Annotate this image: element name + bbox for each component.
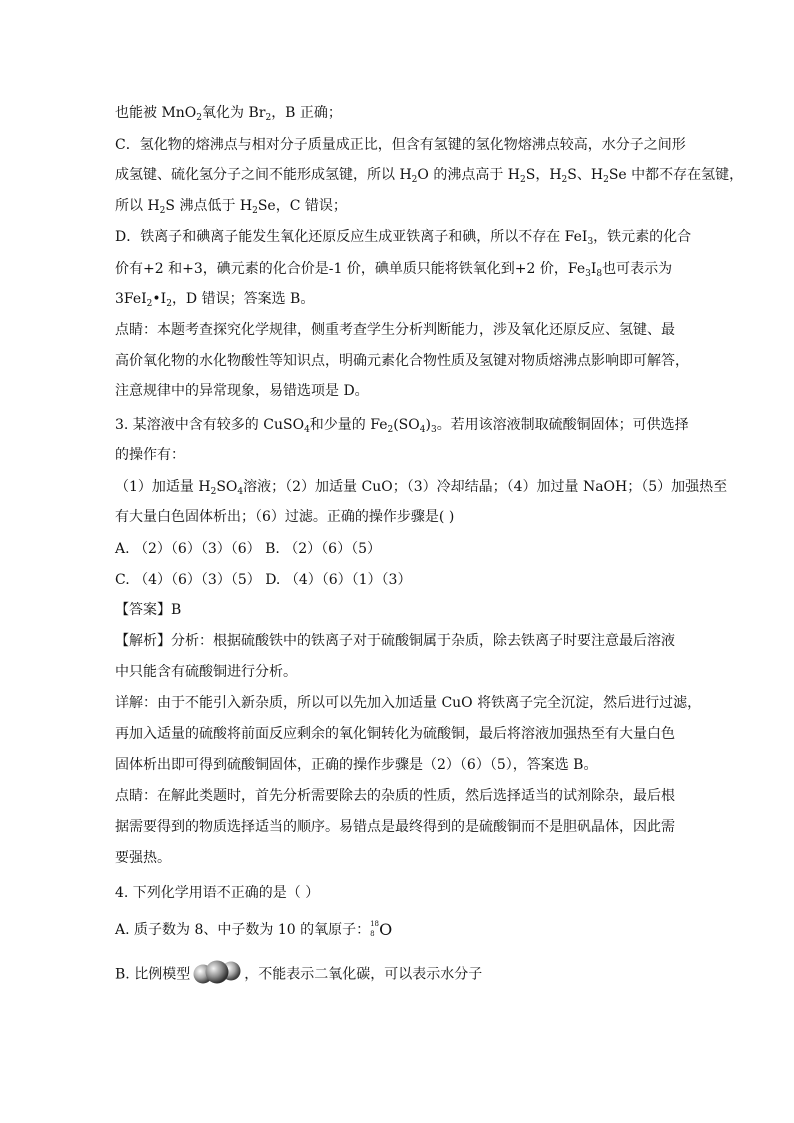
text-run: D．铁离子和碘离子能发生氧化还原反应生成亚铁离子和碘，所以不存在 FeI bbox=[115, 229, 588, 245]
space-filling-model-icon bbox=[192, 959, 242, 990]
text-run: 成氢键、硫化氢分子之间不能形成氢键，所以 H bbox=[115, 167, 412, 183]
text-line bbox=[115, 290, 314, 308]
text-run: 也能被 MnO bbox=[115, 105, 197, 121]
text-run: （1）加适量 H bbox=[115, 479, 211, 495]
text-run: ，B 正确； bbox=[271, 105, 342, 121]
subscript: 2 bbox=[265, 113, 272, 123]
text-run: Se 中都不存在氢键， bbox=[608, 167, 744, 183]
subscript: 4 bbox=[304, 425, 310, 435]
text-run: 3FeI bbox=[115, 291, 147, 307]
text-line bbox=[115, 725, 675, 743]
subscript: 2 bbox=[252, 206, 258, 216]
text-run: 和少量的 Fe bbox=[309, 417, 388, 433]
subscript: 2 bbox=[210, 487, 217, 497]
atomic-number: 8 bbox=[370, 930, 375, 938]
text-run: (SO bbox=[393, 417, 420, 433]
text-line bbox=[115, 849, 171, 867]
text-line bbox=[115, 756, 597, 774]
text-line bbox=[115, 416, 689, 434]
text-line bbox=[115, 446, 185, 464]
text-run: 有大量白色固体析出；（6）过滤。正确的操作步骤是( ) bbox=[115, 509, 455, 525]
text-run: 固体析出即可得到硫酸铜固体，正确的操作步骤是（2）（6）（5），答案选 B。 bbox=[115, 757, 598, 773]
text-run: Se，C 错误； bbox=[257, 198, 347, 214]
text-run: B. 比例模型 bbox=[115, 966, 191, 983]
text-line bbox=[115, 632, 675, 650]
text-line bbox=[115, 818, 675, 836]
text-run: S，H bbox=[525, 167, 562, 183]
text-run: ) bbox=[425, 417, 431, 433]
text-run: A. （2）（6）（3）（6） B. （2）（6）（5） bbox=[115, 541, 381, 557]
text-run: 再加入适量的硫酸将前面反应剩余的氧化铜转化为硫酸铜，最后将溶液加强热至有大量白色 bbox=[115, 726, 675, 742]
text-run: 氧化为 Br bbox=[202, 105, 266, 121]
subscript: 2 bbox=[387, 425, 394, 435]
text-run: 4. 下列化学用语不正确的是（ ） bbox=[115, 885, 320, 901]
text-run: •I bbox=[152, 291, 167, 307]
text-run: 溶液；（2）加适量 CuO；（3）冷却结晶；（4）加过量 NaOH；（5）加强热至 bbox=[243, 479, 728, 495]
text-run: 点睛：在解此类题时，首先分析需要除去的杂质的性质，然后选择适当的试剂除杂，最后根 bbox=[115, 788, 675, 804]
text-run: A. 质子数为 8、中子数为 10 的氧原子： bbox=[115, 922, 371, 938]
text-run: ，不能表示二氧化碳，可以表示水分子 bbox=[244, 966, 483, 983]
text-run: I bbox=[590, 261, 597, 277]
text-run: 也可表示为 bbox=[602, 261, 673, 277]
text-run: ，D 错误；答案选 B。 bbox=[171, 291, 315, 307]
text-line bbox=[115, 663, 297, 681]
text-line bbox=[115, 694, 701, 712]
text-run: 。若用该溶液制取硫酸铜固体；可供选择 bbox=[436, 417, 689, 433]
text-run: S 沸点低于 H bbox=[165, 198, 253, 214]
text-run: O 的沸点高于 H bbox=[417, 167, 520, 183]
text-line bbox=[115, 260, 672, 278]
text-line bbox=[115, 884, 319, 902]
text-line bbox=[115, 601, 181, 619]
text-run: S、H bbox=[567, 167, 604, 183]
text-run: 3. 某溶液中含有较多的 CuSO bbox=[115, 417, 305, 433]
text-line bbox=[115, 959, 483, 983]
text-line bbox=[115, 197, 347, 215]
text-run: ，铁元素的化合 bbox=[593, 229, 692, 245]
text-run: 据需要得到的物质选择适当的顺序。易错点是最终得到的是硫酸铜而不是胆矾晶体，因此需 bbox=[115, 819, 675, 835]
text-line bbox=[115, 352, 689, 370]
subscript: 2 bbox=[166, 299, 172, 309]
text-line bbox=[115, 382, 369, 400]
subscript: 2 bbox=[196, 113, 203, 123]
subscript: 2 bbox=[561, 175, 568, 185]
subscript: 2 bbox=[603, 175, 609, 185]
subscript: 2 bbox=[520, 175, 526, 185]
subscript: 8 bbox=[596, 269, 603, 279]
subscript: 2 bbox=[146, 299, 153, 309]
text-line bbox=[115, 136, 686, 154]
text-run: 要强热。 bbox=[115, 850, 171, 866]
text-line bbox=[115, 921, 400, 939]
text-line bbox=[115, 478, 727, 496]
text-run: SO bbox=[216, 479, 238, 495]
subscript: 2 bbox=[159, 206, 166, 216]
text-run: 的操作有： bbox=[115, 447, 185, 463]
isotope-notation bbox=[370, 921, 400, 939]
text-run: 注意规律中的异常现象，易错选项是 D。 bbox=[115, 383, 369, 399]
text-run: C．氢化物的熔沸点与相对分子质量成正比，但含有氢键的氢化物熔沸点较高，水分子之间形 bbox=[115, 137, 686, 153]
subscript: 2 bbox=[411, 175, 418, 185]
text-run: C. （4）（6）（3）（5） D. （4）（6）（1）（3） bbox=[115, 572, 412, 588]
text-line bbox=[115, 104, 342, 122]
text-line bbox=[115, 321, 675, 339]
text-run: 中只能含有硫酸铜进行分析。 bbox=[115, 664, 297, 680]
subscript: 4 bbox=[419, 425, 426, 435]
text-line bbox=[115, 540, 381, 558]
text-run: 高价氧化物的水化物酸性等知识点，明确元素化合物性质及氢键对物质熔沸点影响即可解答， bbox=[115, 353, 689, 369]
text-line bbox=[115, 571, 411, 589]
element-symbol: O bbox=[379, 920, 393, 939]
text-line bbox=[115, 508, 454, 526]
subscript: 4 bbox=[237, 487, 244, 497]
text-line bbox=[115, 228, 691, 246]
text-line bbox=[115, 166, 743, 184]
text-run: 【答案】B bbox=[115, 602, 182, 618]
subscript: 3 bbox=[587, 237, 594, 247]
mass-number: 18 bbox=[370, 920, 380, 928]
text-run: 【解析】分析：根据硫酸铁中的铁离子对于硫酸铜属于杂质，除去铁离子时要注意最后溶液 bbox=[115, 633, 675, 649]
text-run: 点睛：本题考查探究化学规律，侧重考查学生分析判断能力，涉及氧化还原反应、氢键、最 bbox=[115, 322, 675, 338]
subscript: 3 bbox=[430, 425, 437, 435]
subscript: 3 bbox=[585, 269, 591, 279]
text-run: 详解：由于不能引入新杂质，所以可以先加入加适量 CuO 将铁离子完全沉淀，然后进行过滤， bbox=[115, 695, 702, 711]
text-line bbox=[115, 787, 675, 805]
text-run: 所以 H bbox=[115, 198, 160, 214]
text-run: 价有+2 和+3，碘元素的化合价是-1 价，碘单质只能将铁氧化到+2 价，Fe bbox=[115, 261, 586, 277]
